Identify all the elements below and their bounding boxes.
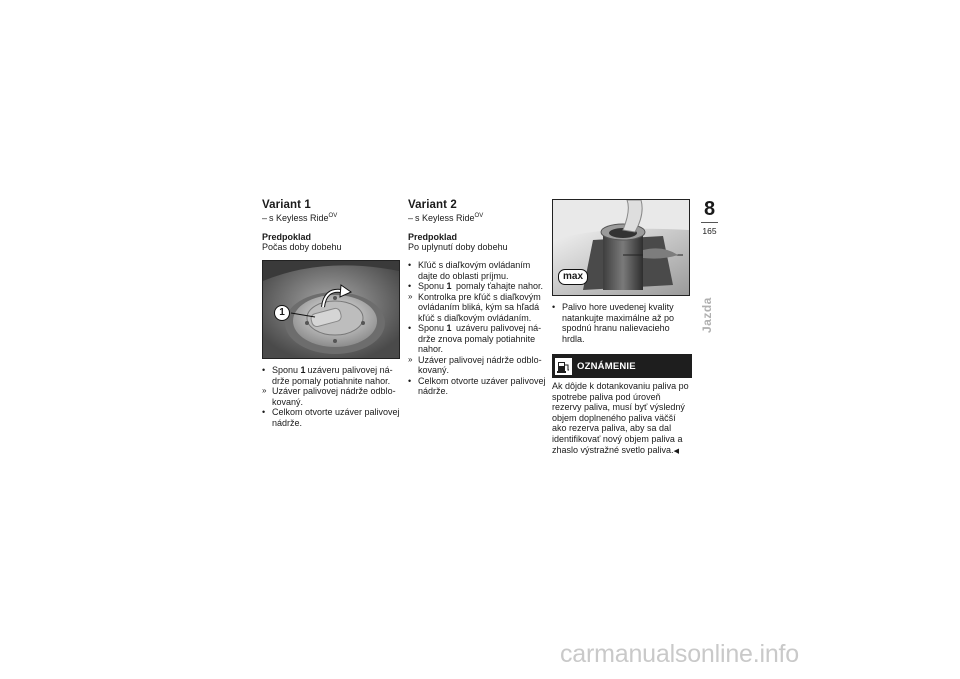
notice-title: OZNÁMENIE	[577, 360, 636, 372]
chapter-tab	[700, 198, 719, 236]
callout-1: 1	[274, 305, 290, 321]
variant-1-column	[262, 199, 404, 428]
prerequisite-text: Po uplynutí doby dobehu	[408, 242, 508, 252]
variant-2-subtitle: – s Keyless Ride$^{OV}$	[408, 213, 484, 223]
list-item: » Kontrolka pre kľúč s diaľkovým ovládaním bliká, kým sa hľadá kľúč s diaľkovým ovládaním.	[408, 292, 548, 324]
prerequisite-label: Predpoklad	[408, 232, 458, 242]
list-item: • Palivo hore uvedenej kvality natankujte maximálne až po spodnú hranu nalievacieho hrdla.	[552, 302, 692, 344]
list-item: • Celkom otvorte uzáver palivovej nádrže.	[262, 407, 404, 428]
list-item: • Sponu 1 pomaly ťahajte nahor.	[408, 281, 548, 292]
variant-2-steps	[408, 260, 548, 397]
page-number: 165	[702, 226, 717, 236]
fuel-pump-icon	[555, 358, 572, 375]
notice-text: Ak dôjde k dotankovaniu paliva po spotrebe paliva pod úroveň rezervy paliva, musí byť výsledný objem doplneného paliva väčší ako rezerva paliva, aby sa dal identifikovať nový objem paliva a zhaslo výstražné svetlo paliva.◀	[552, 381, 689, 455]
fuel-cap-photo	[262, 260, 400, 359]
variant-1-subtitle: – s Keyless Ride$^{OV}$	[262, 213, 338, 223]
subtitle-dash: –	[408, 213, 414, 223]
notice-header	[552, 354, 692, 378]
subtitle-dash: –	[262, 213, 268, 223]
option-superscript: OV	[474, 213, 484, 219]
option-superscript: OV	[328, 213, 338, 219]
prerequisite-text: Počas doby dobehu	[262, 242, 342, 252]
list-item: » Uzáver palivovej nádrže odblo-kovaný.	[262, 386, 404, 407]
filler-neck-photo	[552, 199, 690, 296]
watermark: carmanualsonline.info	[560, 640, 800, 668]
prerequisite-label: Predpoklad	[262, 232, 312, 242]
divider	[701, 222, 718, 223]
variant-1-title: Variant 1	[262, 199, 311, 211]
filling-steps	[552, 302, 692, 344]
list-item: » Uzáver palivovej nádrže odblo-kovaný.	[408, 355, 548, 376]
chapter-number: 8	[703, 198, 716, 220]
list-item: • Sponu 1 uzáveru palivovej ná-drže pomaly potiahnite nahor.	[262, 365, 404, 386]
chapter-title: Jazda	[700, 297, 714, 333]
filling-column	[552, 199, 692, 457]
variant-2-column	[408, 199, 548, 397]
list-item: • Kľúč s diaľkovým ovládaním dajte do oblasti príjmu.	[408, 260, 548, 281]
end-marker: ◀	[673, 447, 679, 455]
variant-2-title: Variant 2	[408, 199, 457, 211]
max-label: max	[558, 269, 588, 285]
list-item: • Celkom otvorte uzáver palivovej nádrže.	[408, 376, 548, 397]
variant-1-steps	[262, 365, 404, 428]
list-item: • Sponu 1 uzáveru palivovej ná-drže znova pomaly potiahnite nahor.	[408, 323, 548, 355]
